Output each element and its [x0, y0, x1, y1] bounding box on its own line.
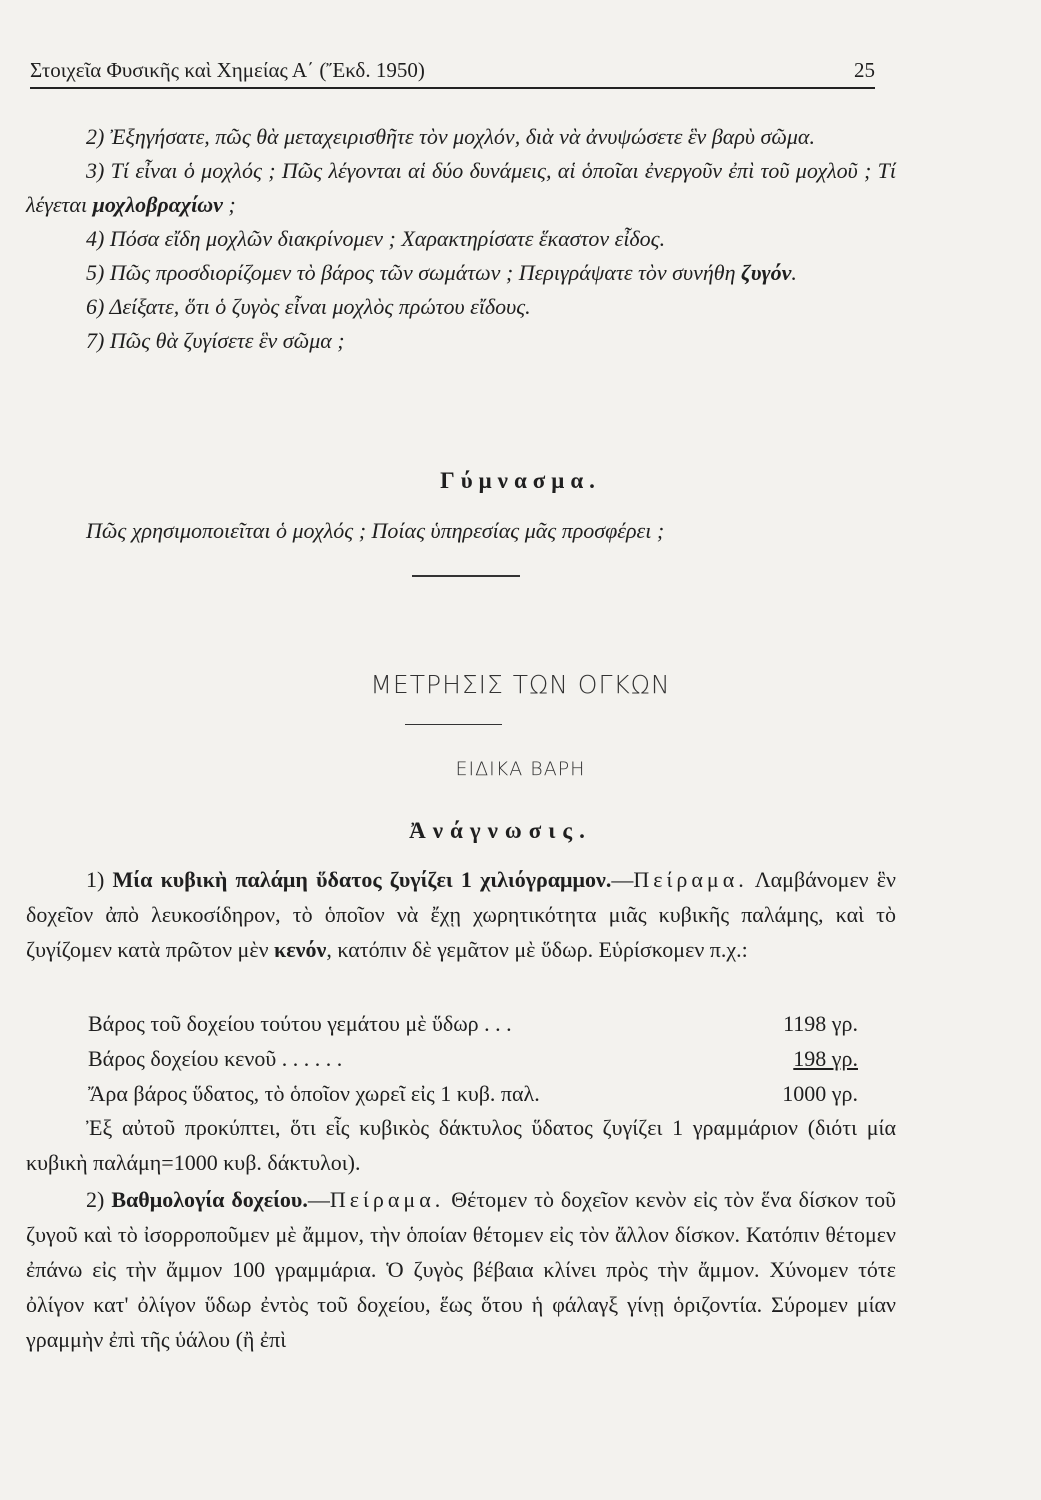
section-title: ΜΕΤΡΗΣΙΣ ΤΩΝ ΟΓΚΩΝ [370, 670, 671, 699]
question-4: 4) Πόσα εἴδη μοχλῶν διακρίνομεν ; Χαρακτηρίσατε ἕκαστον εἶδος. [86, 226, 666, 251]
term-zygon: ζυγόν [741, 260, 792, 285]
paragraph-1-num: 1) [86, 867, 105, 892]
paragraph-1-heading: Μία κυβικὴ παλάμη ὕδατος ζυγίζει 1 χιλιόγραμμον. [112, 867, 612, 892]
review-questions [26, 120, 896, 358]
section-subtitle: ΕΙΔΙΚΑ ΒΑΡΗ [455, 758, 586, 780]
question-2: 2) Ἐξηγήσατε, πῶς θὰ μεταχειρισθῆτε τὸν μοχλόν, διὰ νὰ ἀνυψώσετε ἓν βαρὺ σῶμα. [86, 124, 815, 149]
question-5: 5) Πῶς προσδιορίζομεν τὸ βάρος τῶν σωμάτων ; Περιγράψατε τὸν συνήθη ζυγόν. [86, 260, 797, 285]
header-title: Στοιχεῖα Φυσικῆς καὶ Χημείας Α΄ (Ἔκδ. 1950) [30, 58, 425, 82]
question-6: 6) Δείξατε, ὅτι ὁ ζυγὸς εἶναι μοχλὸς πρώτου εἴδους. [86, 294, 531, 319]
question-7: 7) Πῶς θὰ ζυγίσετε ἓν σῶμα ; [86, 328, 345, 353]
measurement-row: Βάρος δοχείου κενοῦ . . . . . . 198 γρ. [88, 1046, 858, 1071]
paragraph-2-heading: Βαθμολογία δοχείου. [111, 1187, 308, 1212]
exercise-text: Πῶς χρησιμοποιεῖται ὁ μοχλός ; Ποίας ὑπηρεσίας μᾶς προσφέρει ; [86, 518, 665, 543]
experiment-label-2: Πείραμα. [329, 1187, 445, 1212]
paragraph-1-conclusion: Ἐξ αὐτοῦ προκύπτει, ὅτι εἷς κυβικὸς δάκτυλος ὕδατος ζυγίζει 1 γραμμάριον (διότι μία κυβικὴ παλάμη=1000 κυβ. δάκτυλοι). [26, 1115, 896, 1175]
paragraph-1: 1) Μία κυβικὴ παλάμη ὕδατος ζυγίζει 1 χιλιόγραμμον.—Πείραμα. Λαμβάνομεν ἓν δοχεῖον ἀπὸ λευκοσίδηρον, τὸ ὁποῖον νὰ ἔχῃ χωρητικότητα μιᾶς κυβικῆς παλάμης, καὶ τὸ ζυγίζομεν κατὰ πρῶτον μὲν κενόν, κατόπιν δὲ γεμᾶτον μὲ ὕδωρ. Εὑρίσκομεν π.χ.: [26, 867, 896, 962]
paragraph-2-num: 2) [86, 1187, 105, 1212]
readings-heading: Ἀνάγνωσις. [409, 818, 592, 843]
page-number: 25 [854, 58, 875, 82]
term-kenon: κενόν [274, 937, 327, 962]
measurements-table [88, 1006, 858, 1111]
paragraph-2: 2) Βαθμολογία δοχείου.—Πείραμα. Θέτομεν τὸ δοχεῖον κενὸν εἰς τὸν ἕνα δίσκον τοῦ ζυγοῦ καὶ τὸ ἰσορροποῦμεν μὲ ἄμμον, τὴν ὁποίαν θέτομεν εἰς τὸν ἄλλον δίσκον. Κατόπιν θέτομεν ἐπάνω εἰς τὴν ἄμμον 100 γραμμάρια. Ὁ ζυγὸς βέβαια κλίνει πρὸς τὴν ἄμμον. Χύνομεν τότε ὀλίγον κατ' ὀλίγον ὕδωρ ἐντὸς τοῦ δοχείου, ἕως ὅτου ἡ φάλαγξ γίνῃ ὁριζοντία. Σύρομεν μίαν γραμμὴν ἐπὶ τῆς ὑάλου (ἢ ἐπὶ [26, 1187, 897, 1352]
exercise-text-wrap [26, 514, 896, 548]
divider-top [412, 575, 520, 577]
exercise-heading: Γύμνασμα. [440, 468, 601, 493]
term-mochlovrachion: μοχλοβραχίων [92, 192, 223, 217]
question-3: 3) Τί εἶναι ὁ μοχλός ; Πῶς λέγονται αἱ δύο δυνάμεις, αἱ ὁποῖαι ἐνεργοῦν ἐπὶ τοῦ μοχλοῦ ; Τί λέγεται μοχλοβραχίων ; [26, 158, 897, 217]
measurement-row: Βάρος τοῦ δοχείου τούτου γεμάτου μὲ ὕδωρ . . . 1198 γρ. [88, 1011, 858, 1036]
divider-middle [405, 724, 502, 725]
running-header [30, 58, 875, 89]
experiment-label-1: Πείραμα. [633, 867, 748, 892]
measurement-row: Ἄρα βάρος ὕδατος, τὸ ὁποῖον χωρεῖ εἰς 1 κυβ. παλ. 1000 γρ. [88, 1081, 858, 1106]
